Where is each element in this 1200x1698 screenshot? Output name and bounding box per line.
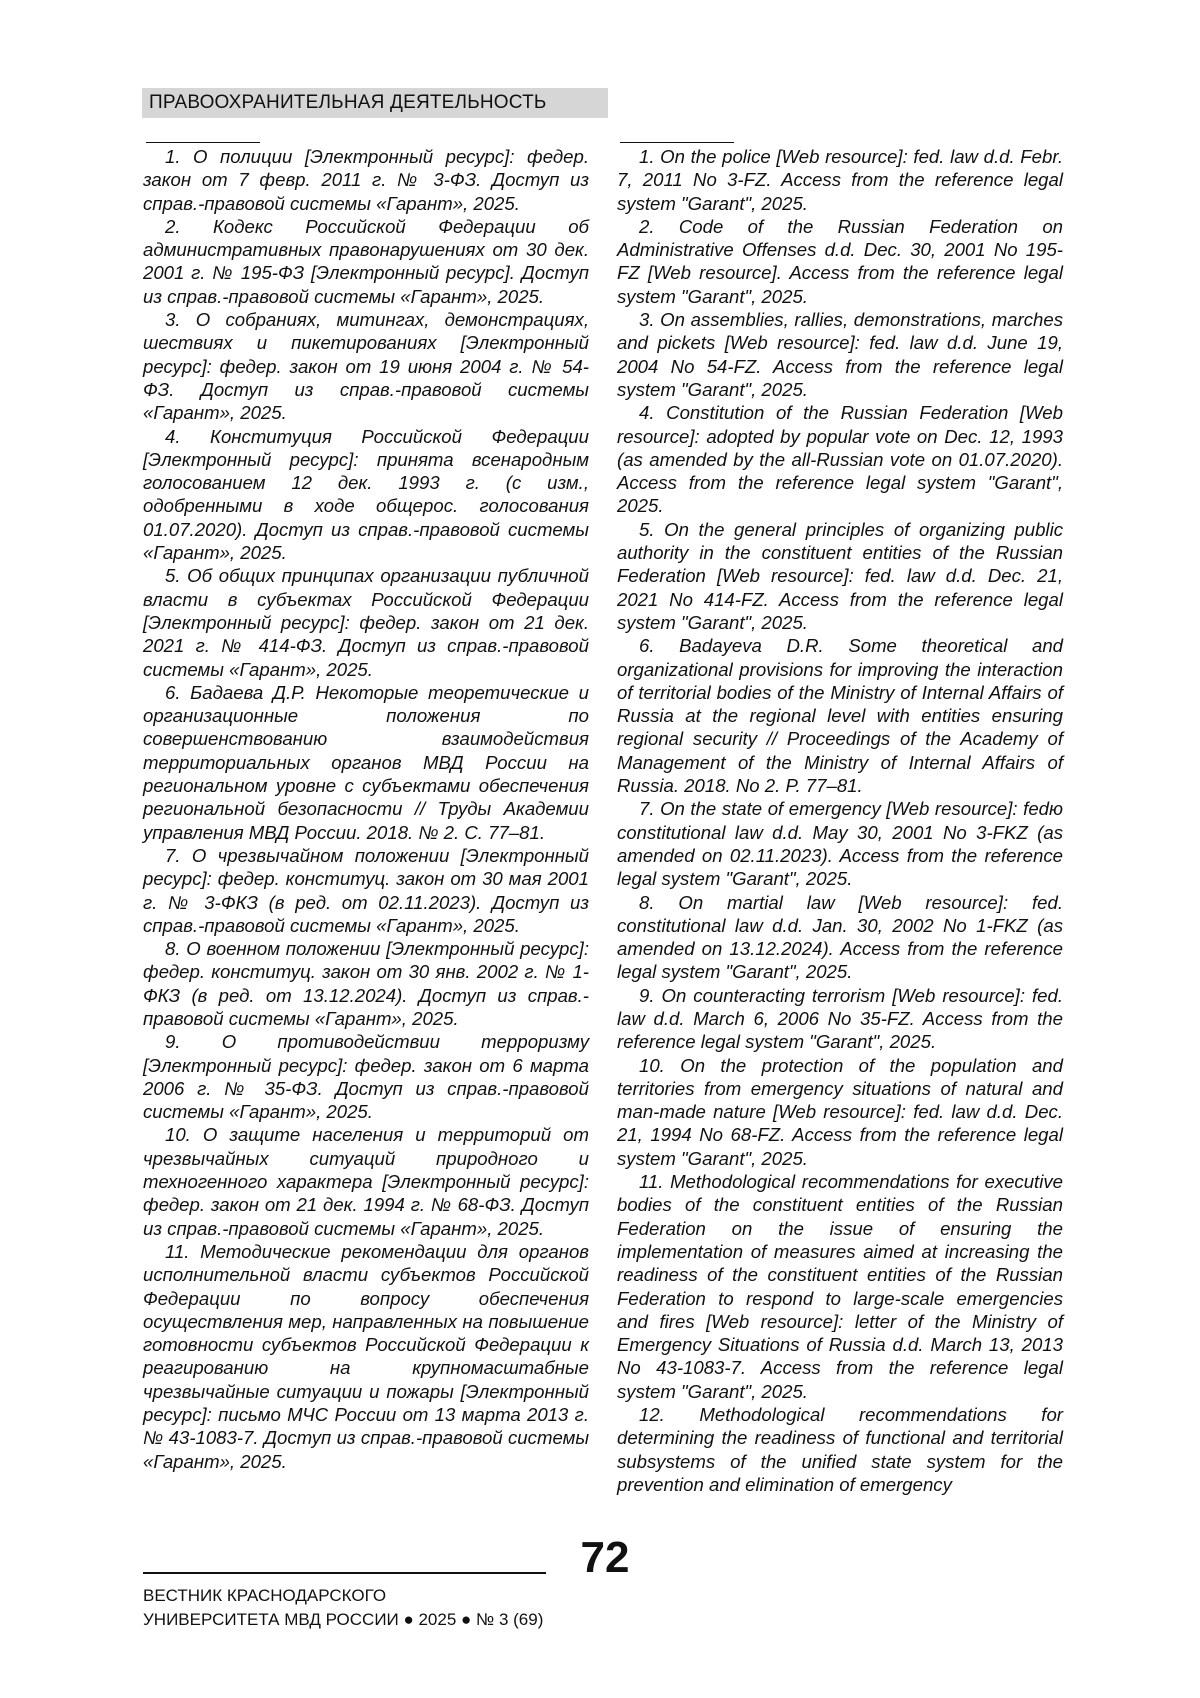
reference-item: 7. On the state of emergency [Web resource]: fedю constitutional law d.d. May 30, 2001 No 3-FKZ (as amended on 02.11.2023). Access from the reference legal system "Garant", 2025.	[617, 798, 1063, 890]
footnote-rule-right	[620, 142, 734, 143]
reference-item: 12. Methodological recommendations for determining the readiness of functional and territorial subsystems of the unified state system for the prevention and elimination of emergency	[617, 1404, 1063, 1495]
reference-item: 7. О чрезвычайном положении [Электронный ресурс]: федер. конституц. закон от 30 мая 2001 г. № 3-ФКЗ (в ред. от 02.11.2023). Доступ из справ.-правовой системы «Гарант», 2025.	[143, 844, 589, 936]
references-russian-column	[143, 145, 589, 1473]
journal-name	[143, 1584, 603, 1632]
reference-item: 1. О полиции [Электронный ресурс]: федер. закон от 7 февр. 2011 г. № 3-ФЗ. Доступ из справ.-правовой системы «Гарант», 2025.	[143, 146, 589, 214]
reference-item: 11. Методические рекомендации для органов исполнительной власти субъектов Российской Федерации по вопросу обеспечения осуществления мер, направленных на повышение готовности субъектов Российской Федерации к реагированию на крупномасштабные чрезвычайные ситуации и пожары [Электронный ресурс]: письмо МЧС России от 13 марта 2013 г. № 43-1083-7. Доступ из справ.-правовой системы «Гарант», 2025.	[143, 1240, 589, 1472]
journal-name-line-2: УНИВЕРСИТЕТА МВД РОССИИ ● 2025 ● № 3 (69)	[143, 1610, 544, 1629]
references-english-column	[617, 145, 1063, 1496]
reference-item: 10. О защите населения и территорий от чрезвычайных ситуаций природного и техногенного характера [Электронный ресурс]: федер. закон от 21 дек. 1994 г. № 68-ФЗ. Доступ из справ.-правовой системы «Гарант», 2025.	[143, 1124, 589, 1239]
reference-item: 3. О собраниях, митингах, демонстрациях, шествиях и пикетированиях [Электронный ресурс]: федер. закон от 19 июня 2004 г. № 54-ФЗ. Доступ из справ.-правовой системы «Гарант», 2025.	[143, 309, 589, 424]
reference-item: 4. Constitution of the Russian Federation [Web resource]: adopted by popular vote on Dec. 12, 1993 (as amended by the all-Russian vote on 01.07.2020). Access from the reference legal system "Garant", 2025.	[617, 402, 1063, 517]
reference-item: 1. On the police [Web resource]: fed. law d.d. Febr. 7, 2011 No 3-FZ. Access from the reference legal system "Garant", 2025.	[617, 146, 1063, 214]
journal-name-line-1: ВЕСТНИК КРАСНОДАРСКОГО	[143, 1586, 387, 1605]
reference-item: 3. On assemblies, rallies, demonstrations, marches and pickets [Web resource]: fed. law d.d. June 19, 2004 No 54-FZ. Access from the reference legal system "Garant", 2025.	[617, 309, 1063, 400]
page-number: 72	[580, 1533, 630, 1582]
reference-item: 2. Code of the Russian Federation on Administrative Offenses d.d. Dec. 30, 2001 No 195-FZ [Web resource]. Access from the reference legal system "Garant", 2025.	[617, 215, 1063, 307]
footer-rule	[143, 1572, 546, 1574]
reference-item: 5. Об общих принципах организации публичной власти в субъектах Российской Федерации [Электронный ресурс]: федер. закон от 21 дек. 2021 г. № 414-ФЗ. Доступ из справ.-правовой системы «Гарант», 2025.	[143, 565, 589, 680]
reference-item: 4. Конституция Российской Федерации [Электронный ресурс]: принята всенародным голосованием 12 дек. 1993 г. (с изм., одобренными в ходе общерос. голосования 01.07.2020). Доступ из справ.-правовой системы «Гарант», 2025.	[143, 425, 589, 564]
reference-item: 8. On martial law [Web resource]: fed. constitutional law d.d. Jan. 30, 2002 No 1-FKZ (as amended on 13.12.2024). Access from the reference legal system "Garant", 2025.	[617, 891, 1063, 983]
footnote-rule-left	[146, 142, 260, 143]
reference-item: 5. On the general principles of organizing public authority in the constituent entities of the Russian Federation [Web resource]: fed. law d.d. Dec. 21, 2021 No 414-FZ. Access from the reference legal system "Garant", 2025.	[617, 518, 1063, 633]
reference-item: 6. Бадаева Д.Р. Некоторые теоретические и организационные положения по совершенствованию взаимодействия территориальных органов МВД России на региональном уровне с субъектами обеспечения региональной безопасности // Труды Академии управления МВД России. 2018. № 2. С. 77–81.	[143, 681, 589, 843]
reference-item: 2. Кодекс Российской Федерации об административных правонарушениях от 30 дек. 2001 г. № 195-ФЗ [Электронный ресурс]. Доступ из справ.-правовой системы «Гарант», 2025.	[143, 215, 589, 307]
reference-item: 9. On counteracting terrorism [Web resource]: fed. law d.d. March 6, 2006 No 35-FZ. Access from the reference legal system "Garant", 2025.	[617, 984, 1063, 1053]
reference-item: 9. О противодействии терроризму [Электронный ресурс]: федер. закон от 6 марта 2006 г. № 35-ФЗ. Доступ из справ.-правовой системы «Гарант», 2025.	[143, 1031, 589, 1123]
reference-item: 10. On the protection of the population and territories from emergency situations of natural and man-made nature [Web resource]: fed. law d.d. Dec. 21, 1994 No 68-FZ. Access from the reference legal system "Garant", 2025.	[617, 1054, 1063, 1169]
reference-item: 8. О военном положении [Электронный ресурс]: федер. конституц. закон от 30 янв. 2002 г. № 1-ФКЗ (в ред. от 13.12.2024). Доступ из справ.-правовой системы «Гарант», 2025.	[143, 938, 589, 1029]
reference-item: 6. Badayeva D.R. Some theoretical and organizational provisions for improving the interaction of territorial bodies of the Ministry of Internal Affairs of Russia at the regional level with entities ensuring regional security // Proceedings of the Academy of Management of the Ministry of Internal Affairs of Russia. 2018. No 2. P. 77–81.	[617, 635, 1063, 797]
reference-item: 11. Methodological recommendations for executive bodies of the constituent entities of the Russian Federation on the issue of ensuring the implementation of measures aimed at increasing the readiness of the constituent entities of the Russian Federation to respond to large-scale emergencies and fires [Web resource]: letter of the Ministry of Emergency Situations of Russia d.d. March 13, 2013 No 43-1083-7. Access from the reference legal system "Garant", 2025.	[617, 1171, 1063, 1402]
section-header: ПРАВООХРАНИТЕЛЬНАЯ ДЕЯТЕЛЬНОСТЬ	[142, 88, 608, 118]
